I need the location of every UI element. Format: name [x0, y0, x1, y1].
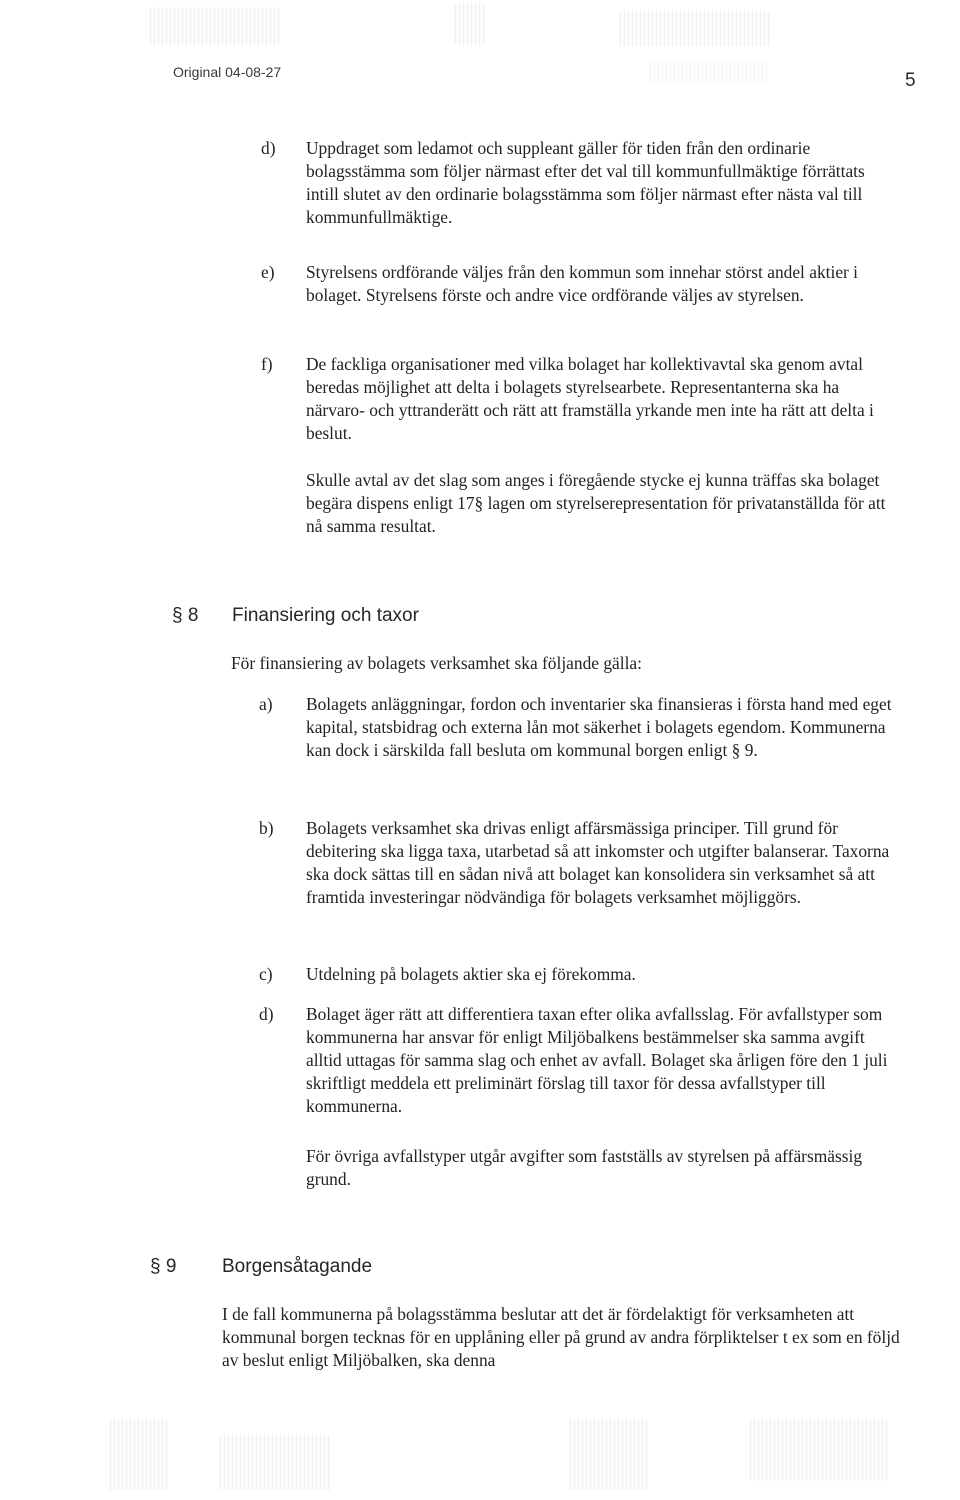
list-marker: f)	[261, 354, 273, 374]
scan-noise-stamp-area	[650, 62, 770, 84]
list-marker: d)	[259, 1004, 274, 1024]
styrelse-dispens-paragraph: Skulle avtal av det slag som anges i föregående stycke ej kunna träffas ska bolaget begära dispens enligt 17§ lagen om styrelserepresentation för privatanställda för att nå samma resultat.	[306, 470, 886, 536]
list-item-text: Utdelning på bolagets aktier ska ej förekomma.	[306, 964, 636, 984]
section-8-intro: För finansiering av bolagets verksamhet ska följande gälla:	[231, 653, 642, 673]
list-marker: e)	[261, 262, 275, 282]
list-marker: a)	[259, 694, 273, 714]
section-number: § 9	[150, 1256, 177, 1277]
list-marker: d)	[261, 138, 276, 158]
list-item-b	[259, 817, 901, 909]
original-date-stamp: Original 04-08-27	[173, 64, 282, 80]
scan-noise-bottom-left	[110, 1420, 170, 1490]
scan-noise-bottom-right	[750, 1420, 890, 1480]
scan-noise-top-left	[150, 8, 280, 44]
list-item-f	[261, 353, 901, 445]
scan-noise-bottom-center	[220, 1435, 330, 1490]
list-item-text: Bolagets verksamhet ska drivas enligt affärsmässiga principer. Till grund för debitering ska ligga taxa, utarbetad så att inkomster och utgifter balanserar. Taxorna ska dock sättas till en sådan nivå att bolaget kan konsolidera sin verksamhet så att framtida investeringar nödvändiga för bolagets verksamhet möjliggörs.	[306, 818, 890, 907]
list-item-c	[259, 963, 901, 986]
list-item-e	[261, 261, 901, 307]
section-8-followup: För övriga avfallstyper utgår avgifter som fastställs av styrelsen på affärsmässig grund.	[306, 1146, 863, 1189]
page-number: 5	[905, 70, 916, 91]
list-item-d-taxa	[259, 1003, 901, 1118]
scan-noise-top-center	[455, 4, 485, 44]
section-8-heading	[172, 605, 572, 631]
list-item-a	[259, 693, 901, 762]
list-item-text: Bolaget äger rätt att differentiera taxan efter olika avfallsslag. För avfallstyper som kommunerna har ansvar för enligt Miljöbalkens bestämmelser ska samma avgift alltid uttagas för samma slag och enhet av avfall. Bolaget ska årligen före den 1 juli skriftligt meddela ett preliminärt förslag till taxor för dessa avfallstyper till kommunerna.	[306, 1004, 888, 1116]
list-item-text: Uppdraget som ledamot och suppleant gäller för tiden från den ordinarie bolagsstämma som följer närmast efter det val till kommunfullmäktige förrättats intill slutet av den ordinarie bolagsstämma som följer närmast efter nästa val till kommunfullmäktige.	[306, 138, 865, 227]
scan-noise-top-right	[620, 12, 770, 46]
section-9-text: I de fall kommunerna på bolagsstämma beslutar att det är fördelaktigt för verksamheten att kommunal borgen tecknas för en upplåning eller på grund av andra förpliktelser t ex som en följd av beslut enligt Miljöbalken, ska denna	[222, 1304, 900, 1370]
section-title: Finansiering och taxor	[232, 605, 419, 626]
section-number: § 8	[172, 605, 199, 626]
list-item-text: Bolagets anläggningar, fordon och inventarier ska finansieras i första hand med eget kapital, statsbidrag och externa lån mot säkerhet i bolagets egendom. Kommunerna kan dock i särskilda fall besluta om kommunal borgen enligt § 9.	[306, 694, 892, 760]
scan-noise-bottom-middle	[570, 1420, 650, 1490]
list-marker: c)	[259, 964, 273, 984]
list-item-d	[261, 137, 901, 229]
section-title: Borgensåtagande	[222, 1256, 373, 1277]
list-item-text: Styrelsens ordförande väljes från den kommun som innehar störst andel aktier i bolaget. Styrelsens förste och andre vice ordförande väljes av styrelsen.	[306, 262, 859, 305]
list-item-text: De fackliga organisationer med vilka bolaget har kollektivavtal ska genom avtal beredas möjlighet att delta i bolagets styrelsearbete. Representanterna ska ha närvaro- och yttranderätt och rätt att framställa yrkande men inte ha rätt att delta i beslut.	[306, 354, 874, 443]
section-9-heading	[150, 1256, 550, 1282]
list-marker: b)	[259, 818, 274, 838]
